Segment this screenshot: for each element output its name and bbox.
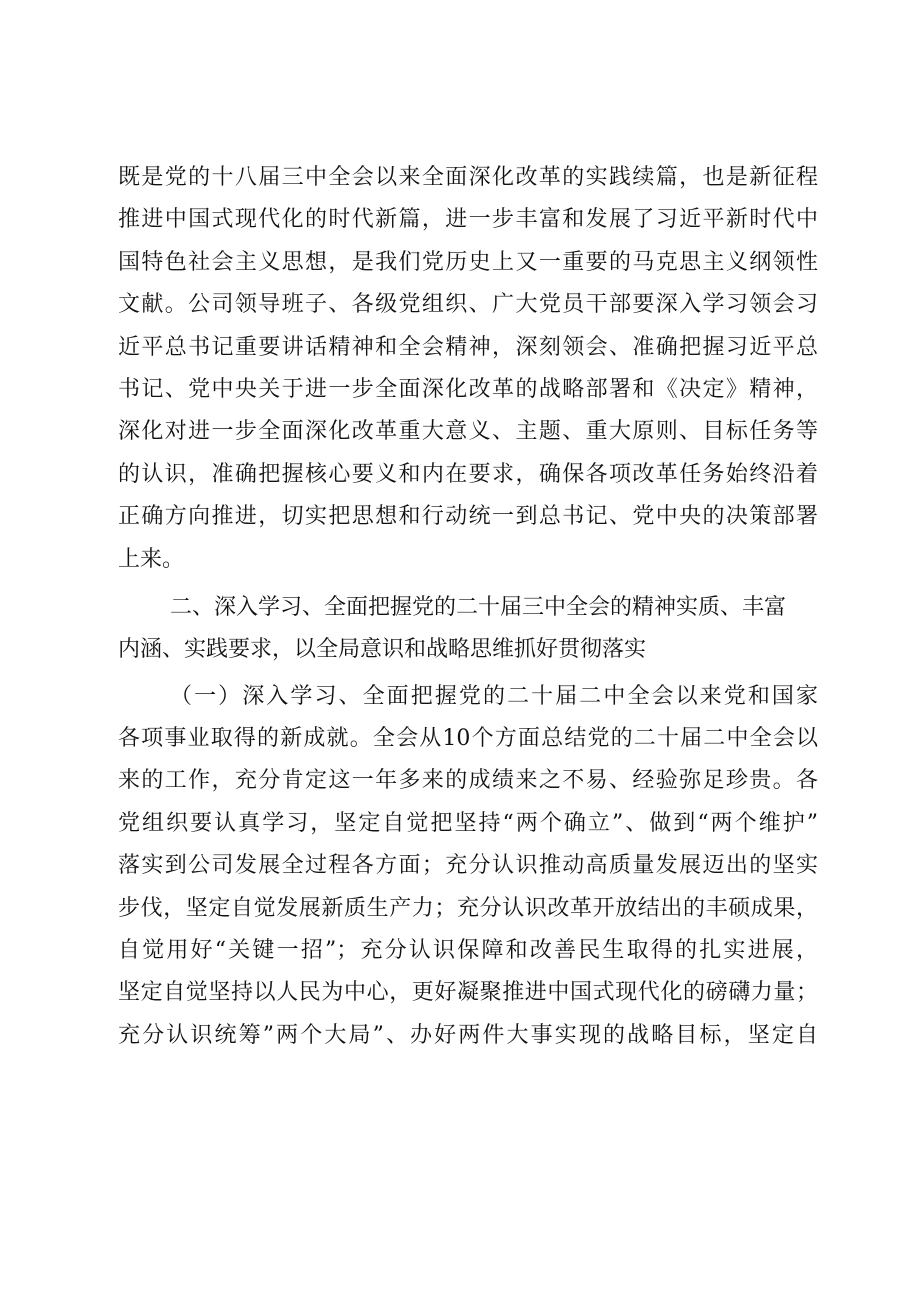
paragraph-line: 自觉用好“关键一招”；充分认识保障和改善民生取得的扎实进展， — [118, 938, 818, 964]
paragraph-line: 上来。 — [118, 546, 185, 572]
paragraph-line: 坚定自觉坚持以人民为中心，更好凝聚推进中国式现代化的磅礴力量； — [118, 980, 818, 1006]
paragraph-line: 深化对进一步全面深化改革重大意义、主题、重大原则、目标任务等 — [118, 419, 818, 445]
paragraph-line: 步伐，坚定自觉发展新质生产力；充分认识改革开放结出的丰硕成果， — [118, 895, 818, 921]
paragraph-line: 落实到公司发展全过程各方面；充分认识推动高质量发展迈出的坚实 — [118, 853, 818, 879]
paragraph-line: 推进中国式现代化的时代新篇，进一步丰富和发展了习近平新时代中 — [118, 207, 818, 233]
paragraph-2 — [118, 676, 818, 1058]
paragraph-line: 国特色社会主义思想，是我们党历史上又一重要的马克思主义纲领性 — [118, 249, 818, 275]
paragraph-line: 正确方向推进，切实把思想和行动统一到总书记、党中央的决策部署 — [118, 504, 818, 530]
paragraph-line: （一）深入学习、全面把握党的二十届二中全会以来党和国家 — [170, 683, 818, 709]
paragraph-line: 书记、党中央关于进一步全面深化改革的战略部署和《决定》精神， — [118, 376, 818, 402]
paragraph-line: 的认识，准确把握核心要义和内在要求，确保各项改革任务始终沿着 — [118, 461, 818, 487]
heading-line: 内涵、实践要求，以全局意识和战略思维抓好贯彻落实 — [118, 637, 647, 663]
paragraph-line: 党组织要认真学习，坚定自觉把坚持“两个确立”、做到“两个维护” — [118, 810, 818, 836]
paragraph-line: 各项事业取得的新成就。全会从10个方面总结党的二十届二中全会以 — [118, 726, 818, 752]
document-page — [118, 157, 818, 1057]
heading-line: 二、深入学习、全面把握党的二十届三中全会的精神实质、丰富 — [170, 594, 787, 620]
paragraph-line: 充分认识统筹”两个大局”、办好两件大事实现的战略目标，坚定自 — [118, 1022, 818, 1048]
paragraph-line: 既是党的十八届三中全会以来全面深化改革的实践续篇，也是新征程 — [118, 165, 818, 190]
paragraph-1 — [118, 157, 818, 581]
paragraph-line: 文献。公司领导班子、各级党组织、广大党员干部要深入学习领会习 — [118, 292, 818, 318]
paragraph-line: 近平总书记重要讲话精神和全会精神，深刻领会、准确把握习近平总 — [118, 334, 818, 360]
paragraph-line: 来的工作，充分肯定这一年多来的成绩来之不易、经验弥足珍贵。各 — [118, 768, 818, 794]
section-heading — [118, 587, 818, 672]
